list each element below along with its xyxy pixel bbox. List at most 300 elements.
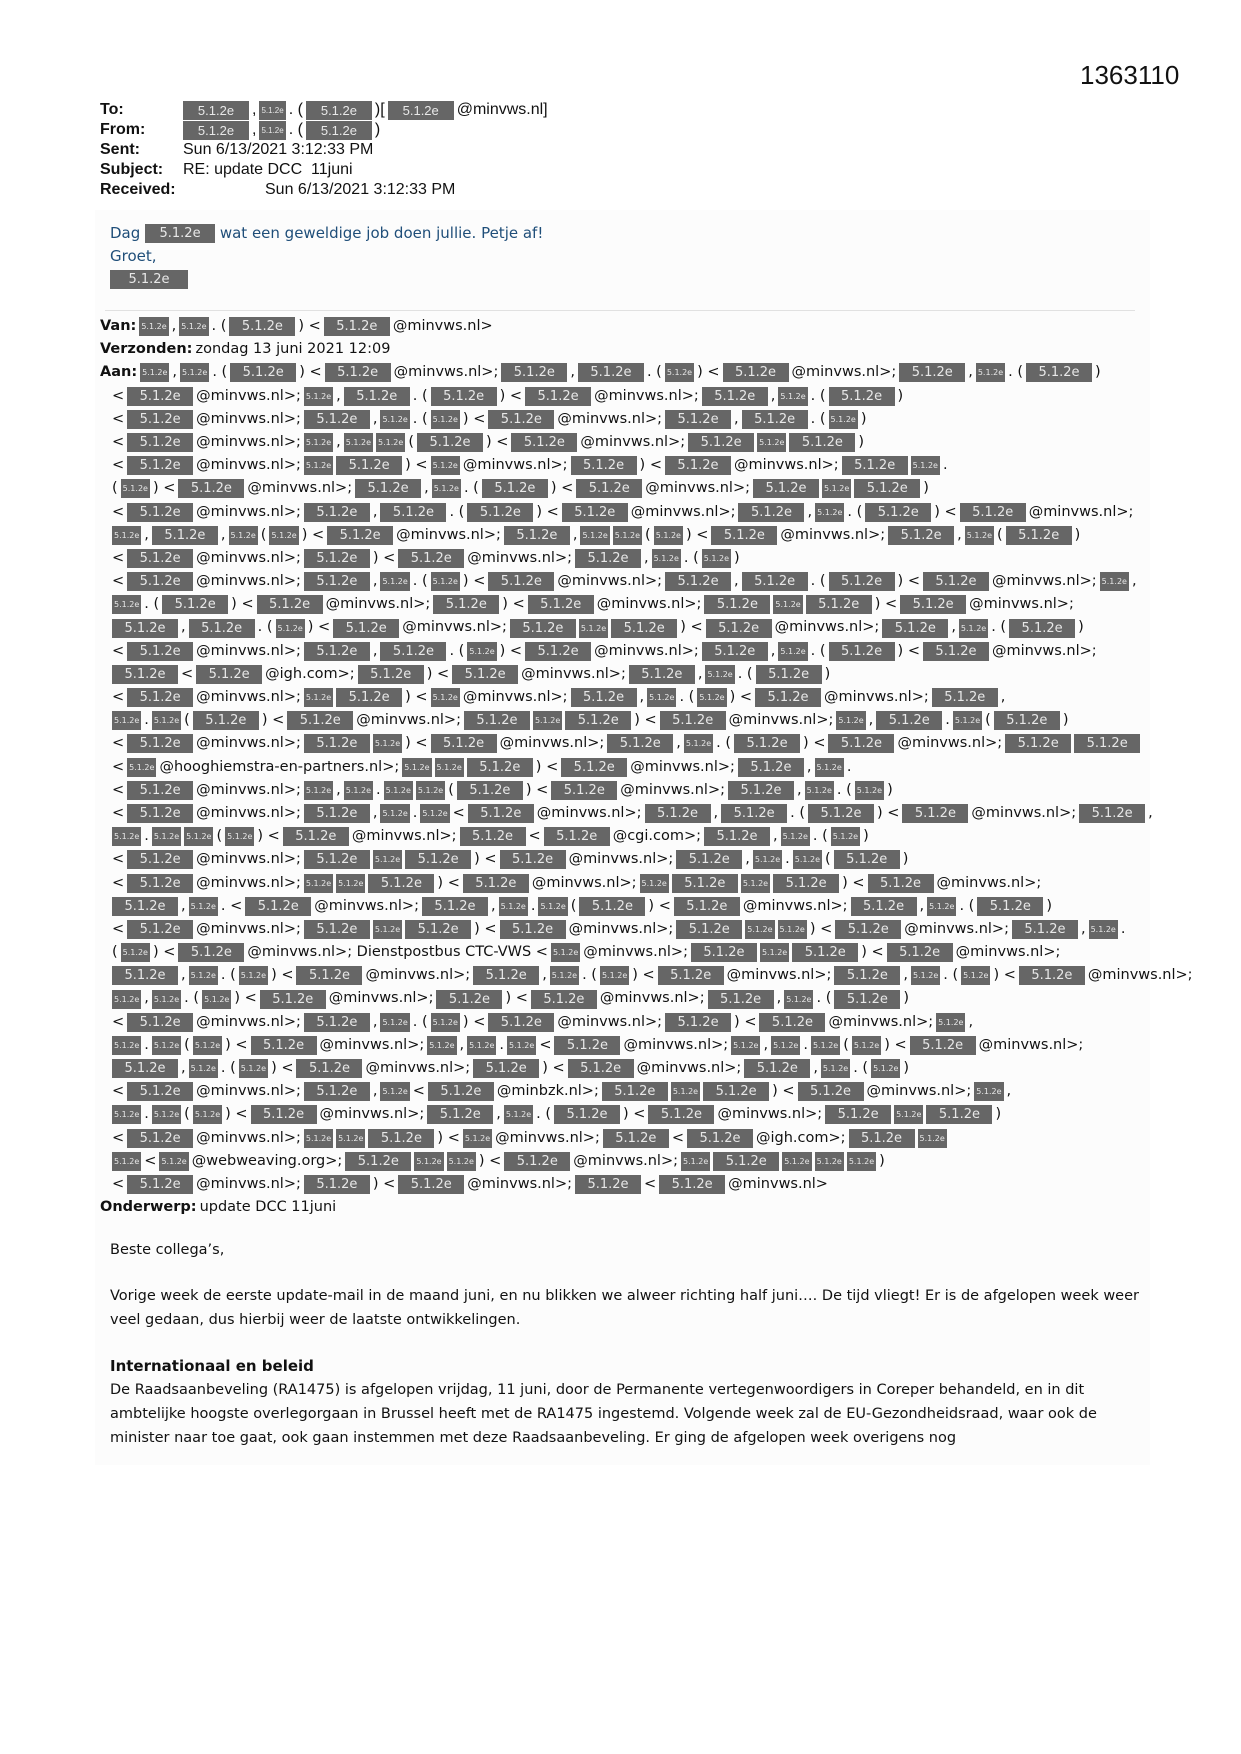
redaction-box: 5.1.2e	[304, 503, 370, 522]
redaction-box: 5.1.2e	[152, 711, 181, 730]
redaction-box: 5.1.2e	[112, 897, 178, 916]
redaction-box: 5.1.2e	[283, 827, 349, 846]
text-fragment: <	[528, 828, 541, 845]
recipient-line	[100, 593, 1150, 616]
redaction-box: 5.1.2e	[713, 1152, 779, 1171]
redaction-box: 5.1.2e	[723, 363, 789, 382]
recipient-line	[100, 616, 1150, 639]
subject-value: RE: update DCC 11juni	[183, 161, 353, 178]
redaction-box: 5.1.2e	[828, 734, 894, 753]
redaction-box: 5.1.2e	[887, 943, 953, 962]
text-fragment: (	[408, 433, 414, 450]
redaction-box: 5.1.2e	[600, 966, 629, 985]
redaction-box: 5.1.2e	[836, 711, 865, 730]
redaction-box: 5.1.2e	[811, 1036, 840, 1055]
redaction-box: 5.1.2e	[705, 665, 734, 684]
text-fragment: ,	[773, 828, 778, 845]
text-fragment: ) <	[734, 1013, 757, 1030]
redaction-box: 5.1.2e	[842, 456, 908, 475]
redaction-box: 5.1.2e	[127, 456, 193, 475]
sent-row	[100, 140, 548, 160]
recipient-line	[100, 524, 1150, 547]
text-fragment: ,	[734, 410, 739, 427]
text-fragment: ,	[372, 642, 378, 659]
text-fragment: . (	[991, 619, 1007, 636]
text-fragment: ) <	[372, 1175, 396, 1192]
text-fragment: . (	[184, 990, 200, 1007]
text-fragment: ) <	[884, 1036, 907, 1053]
text-fragment: @minvws.nl>;	[521, 665, 626, 682]
text-fragment: . (	[536, 1106, 552, 1123]
redaction-box: 5.1.2e	[336, 874, 365, 893]
text-fragment: <	[112, 549, 125, 566]
redaction-box: 5.1.2e	[721, 804, 787, 823]
text-fragment: (	[825, 851, 831, 868]
text-fragment: @minvws.nl>;	[196, 549, 301, 566]
text-fragment: )	[1078, 619, 1084, 636]
text-fragment: ,	[639, 689, 645, 705]
text-fragment: ,	[542, 967, 547, 984]
text-fragment: @minvws.nl>;	[717, 1106, 823, 1123]
text-fragment: ,	[372, 573, 378, 590]
redaction-box: 5.1.2e	[711, 526, 777, 545]
text-fragment: ,	[807, 503, 813, 520]
redaction-box: 5.1.2e	[112, 1036, 141, 1055]
text-fragment: @minvws.nl>;	[196, 387, 301, 404]
redaction-box: 5.1.2e	[847, 1152, 876, 1171]
text-fragment: @minvws.nl>;	[196, 503, 301, 520]
redaction-box: 5.1.2e	[900, 595, 966, 614]
redaction-box: 5.1.2e	[499, 897, 528, 916]
text-fragment: @minvws.nl>;	[557, 1013, 663, 1030]
redaction-box: 5.1.2e	[533, 711, 562, 730]
redaction-box: 5.1.2e	[336, 688, 402, 707]
text-fragment: ,	[676, 735, 681, 752]
text-fragment: @minvws.nl>;	[955, 944, 1061, 961]
redaction-box: 5.1.2e	[927, 897, 956, 916]
text-fragment: ,	[643, 549, 649, 566]
redaction-box: 5.1.2e	[433, 595, 499, 614]
text-fragment: <	[112, 1083, 125, 1100]
redaction-box: 5.1.2e	[259, 121, 285, 140]
text-fragment: ) <	[231, 596, 254, 613]
redaction-box: 5.1.2e	[994, 711, 1060, 730]
redaction-box: 5.1.2e	[1006, 526, 1072, 545]
text-fragment: ) <	[632, 967, 655, 984]
redaction-box: 5.1.2e	[607, 734, 673, 753]
redaction-box: 5.1.2e	[1026, 363, 1092, 382]
text-fragment: @igh.com>;	[755, 1129, 846, 1146]
recipient-line	[100, 1034, 1150, 1057]
text-fragment: )	[860, 410, 867, 427]
redaction-box: 5.1.2e	[380, 410, 409, 429]
redaction-box: 5.1.2e	[336, 456, 402, 475]
redaction-box: 5.1.2e	[184, 827, 213, 846]
redaction-box: 5.1.2e	[229, 526, 258, 545]
text-fragment: ,	[181, 897, 186, 914]
text-fragment: ) <	[426, 665, 450, 682]
redaction-box: 5.1.2e	[355, 479, 421, 498]
redaction-box: 5.1.2e	[457, 781, 523, 800]
section-internationaal	[110, 1354, 1140, 1450]
redaction-box: 5.1.2e	[127, 734, 193, 753]
redaction-box: 5.1.2e	[373, 920, 402, 939]
redaction-box: 5.1.2e	[629, 665, 695, 684]
text-fragment: @minvws.nl>;	[393, 364, 499, 381]
redaction-box: 5.1.2e	[652, 549, 681, 568]
redaction-box: 5.1.2e	[460, 827, 526, 846]
redaction-box: 5.1.2e	[380, 804, 409, 823]
text-fragment: ,	[252, 101, 257, 118]
text-fragment: ) <	[499, 387, 523, 404]
recipient-line	[100, 1150, 1150, 1173]
text-fragment: ,	[459, 1036, 465, 1053]
text-fragment: ) <	[234, 990, 257, 1007]
to-row	[100, 100, 548, 120]
redaction-box: 5.1.2e	[435, 758, 464, 777]
recipient-line	[100, 941, 1150, 964]
text-fragment: @minvws.nl>;	[319, 1036, 425, 1053]
redaction-box: 5.1.2e	[665, 572, 731, 591]
redaction-box: 5.1.2e	[855, 781, 884, 800]
text-fragment: @minvws.nl>;	[536, 804, 642, 821]
redaction-box: 5.1.2e	[127, 1129, 193, 1148]
redaction-box: 5.1.2e	[368, 874, 434, 893]
text-fragment: ,	[372, 410, 378, 427]
recipient-line	[100, 779, 1150, 802]
text-fragment: <	[112, 758, 125, 775]
text-fragment: <	[181, 665, 194, 682]
text-fragment: ,	[1148, 804, 1153, 821]
redaction-box: 5.1.2e	[734, 734, 800, 753]
text-fragment: ) <	[680, 619, 703, 636]
text-fragment: ) <	[934, 503, 957, 520]
redaction-box: 5.1.2e	[507, 1036, 536, 1055]
text-fragment: ) <	[372, 549, 396, 566]
redaction-box: 5.1.2e	[112, 966, 178, 985]
recipient-line	[100, 964, 1193, 987]
text-fragment: @minvws.nl>;	[196, 642, 301, 659]
text-fragment: )	[903, 1060, 910, 1076]
text-fragment: @minvws.nl>;	[196, 874, 301, 891]
redaction-box: 5.1.2e	[152, 827, 181, 846]
recipient-line	[100, 663, 1150, 686]
text-fragment: @minvws.nl>;	[728, 712, 834, 729]
text-fragment: ,	[490, 897, 496, 914]
recipient-line	[100, 1127, 1150, 1150]
redaction-box: 5.1.2e	[304, 1082, 370, 1101]
text-fragment: . (	[810, 410, 826, 427]
redaction-box: 5.1.2e	[1005, 734, 1071, 753]
redaction-box: 5.1.2e	[525, 387, 591, 406]
redaction-box: 5.1.2e	[127, 387, 193, 406]
text-fragment: (	[112, 480, 118, 497]
text-fragment: ) <	[550, 480, 574, 497]
redaction-box: 5.1.2e	[327, 526, 393, 545]
redaction-box: 5.1.2e	[926, 1105, 992, 1124]
text-fragment: ,	[806, 758, 812, 775]
message-divider	[105, 310, 1135, 311]
text-fragment: ) <	[261, 712, 285, 729]
text-fragment: .	[499, 1036, 505, 1053]
redaction-box: 5.1.2e	[257, 595, 323, 614]
redaction-box: 5.1.2e	[753, 479, 819, 498]
redaction-box: 5.1.2e	[1019, 966, 1085, 985]
redaction-box: 5.1.2e	[684, 734, 713, 753]
redaction-box: 5.1.2e	[488, 410, 554, 429]
redaction-box: 5.1.2e	[380, 503, 446, 522]
text-fragment: @minvws.nl>;	[726, 967, 832, 984]
redaction-box: 5.1.2e	[778, 642, 807, 661]
redaction-box: 5.1.2e	[554, 1036, 620, 1055]
aan-recipient-list	[100, 361, 1193, 1196]
redaction-box: 5.1.2e	[974, 1082, 1003, 1101]
redaction-box: 5.1.2e	[806, 595, 872, 614]
text-fragment: @minvws.nl>;	[196, 1175, 301, 1192]
redaction-box: 5.1.2e	[708, 990, 774, 1009]
recipient-line	[100, 431, 1150, 454]
redaction-box: 5.1.2e	[789, 433, 855, 452]
text-fragment: @igh.com>;	[265, 665, 355, 682]
redaction-box: 5.1.2e	[923, 572, 989, 591]
redaction-box: 5.1.2e	[304, 781, 333, 800]
sent-value: Sun 6/13/2021 3:12:33 PM	[183, 141, 374, 158]
redaction-box: 5.1.2e	[296, 1059, 362, 1078]
redaction-box: 5.1.2e	[834, 990, 900, 1009]
redaction-box: 5.1.2e	[306, 121, 372, 140]
text-fragment: . (	[412, 573, 428, 590]
redaction-box: 5.1.2e	[960, 503, 1026, 522]
text-fragment: . (	[288, 101, 303, 118]
redaction-box: 5.1.2e	[431, 734, 497, 753]
text-fragment: @minvws.nl]	[456, 101, 548, 118]
text-fragment: ) <	[897, 573, 920, 590]
redaction-box: 5.1.2e	[702, 549, 731, 568]
redaction-box: 5.1.2e	[706, 619, 772, 638]
text-fragment: @minvws.nl>;	[196, 920, 301, 937]
text-fragment: ) <	[502, 596, 525, 613]
intro-paragraph: Vorige week de eerste update-mail in de maand juni, en nu blikken we alweer richting half juni…. De tijd vliegt! Er is de afgelopen week weer veel gedaan, dus hierbij weer de laatste ontwikkelingen.	[110, 1288, 1139, 1328]
redaction-box: 5.1.2e	[239, 1059, 268, 1078]
text-fragment: @minvws.nl>;	[319, 1106, 425, 1123]
text-fragment: @minvws.nl>;	[594, 387, 699, 404]
redaction-box: 5.1.2e	[405, 920, 471, 939]
text-fragment: ) <	[505, 990, 528, 1007]
text-fragment: (	[216, 828, 223, 845]
text-fragment: . (	[220, 1060, 236, 1076]
redaction-box: 5.1.2e	[815, 503, 844, 522]
redaction-box: 5.1.2e	[504, 1105, 533, 1124]
text-fragment: ) <	[462, 410, 486, 427]
text-fragment: ,	[372, 1013, 378, 1030]
redaction-box: 5.1.2e	[304, 734, 370, 753]
text-fragment: ,	[697, 665, 703, 682]
text-fragment: )	[858, 433, 865, 450]
redaction-box: 5.1.2e	[432, 479, 461, 498]
redaction-box: 5.1.2e	[936, 1013, 965, 1032]
redaction-box: 5.1.2e	[702, 642, 768, 661]
redaction-box: 5.1.2e	[380, 572, 409, 591]
text-fragment: .	[942, 457, 948, 474]
redaction-box: 5.1.2e	[398, 1175, 464, 1194]
redaction-box: 5.1.2e	[691, 943, 757, 962]
redaction-box: 5.1.2e	[467, 758, 533, 777]
redaction-box: 5.1.2e	[562, 503, 628, 522]
text-fragment: @minvws.nl>;	[897, 735, 1003, 752]
text-fragment: .	[530, 897, 536, 914]
text-fragment: ,	[745, 851, 750, 868]
redaction-box: 5.1.2e	[681, 1152, 710, 1171]
recipient-line	[100, 1173, 1150, 1196]
redaction-box: 5.1.2e	[829, 387, 895, 406]
text-fragment: @minvws.nl>;	[499, 735, 605, 752]
redaction-box: 5.1.2e	[304, 572, 370, 591]
text-fragment: ) <	[257, 828, 280, 845]
text-fragment: @minvws.nl>;	[196, 851, 301, 868]
text-fragment: ) <	[639, 457, 662, 474]
text-fragment: @minvws.nl>;	[568, 920, 674, 937]
text-fragment: ,	[336, 433, 341, 450]
text-fragment: . (	[847, 503, 863, 520]
redaction-box: 5.1.2e	[380, 642, 446, 661]
text-fragment: ,	[797, 781, 802, 798]
text-fragment: @minvws.nl>;	[531, 874, 637, 891]
redaction-box: 5.1.2e	[500, 850, 566, 869]
redaction-box: 5.1.2e	[580, 526, 609, 545]
text-fragment: @minvws.nl>;	[645, 480, 750, 497]
recipient-line	[100, 1103, 1150, 1126]
redaction-box: 5.1.2e	[961, 966, 990, 985]
text-fragment: )	[374, 121, 381, 138]
text-fragment: .	[376, 781, 381, 798]
redaction-box: 5.1.2e	[565, 711, 631, 730]
redaction-box: 5.1.2e	[112, 595, 141, 614]
text-fragment: .	[144, 828, 149, 845]
redaction-box: 5.1.2e	[178, 943, 244, 962]
redaction-box: 5.1.2e	[467, 1036, 496, 1055]
text-fragment: ) <	[485, 433, 509, 450]
redaction-box: 5.1.2e	[139, 317, 168, 336]
text-fragment: ) <	[478, 1152, 502, 1169]
text-fragment: @minvws.nl>;	[196, 781, 301, 798]
text-fragment: @minbzk.nl>;	[496, 1083, 599, 1100]
redaction-box: 5.1.2e	[127, 781, 193, 800]
redaction-box: 5.1.2e	[127, 758, 156, 777]
text-fragment: @minvws.nl>;	[568, 851, 674, 868]
redaction-box: 5.1.2e	[152, 1105, 181, 1124]
redaction-box: 5.1.2e	[380, 1082, 409, 1101]
text-fragment: )	[1095, 364, 1101, 381]
redaction-box: 5.1.2e	[112, 711, 141, 730]
text-fragment: @minvws.nl>;	[636, 1060, 742, 1076]
text-fragment: ) <	[298, 318, 321, 334]
redaction-box: 5.1.2e	[416, 781, 445, 800]
redaction-box: 5.1.2e	[380, 1013, 409, 1032]
text-fragment: @minvws.nl>;	[991, 642, 1097, 659]
redaction-box: 5.1.2e	[127, 433, 193, 452]
text-fragment: ) <	[301, 526, 325, 543]
text-fragment: @minvws.nl>;	[328, 990, 434, 1007]
text-fragment: ,	[868, 712, 874, 729]
recipient-line	[100, 408, 1150, 431]
text-fragment: @minvws.nl>;	[866, 1083, 972, 1100]
redaction-box: 5.1.2e	[773, 595, 802, 614]
redaction-box: 5.1.2e	[738, 503, 804, 522]
redaction-box: 5.1.2e	[613, 526, 642, 545]
redaction-box: 5.1.2e	[894, 1105, 923, 1124]
text-fragment: <	[112, 1129, 125, 1146]
text-fragment: ,	[171, 318, 177, 334]
text-fragment: . (	[679, 689, 695, 705]
text-fragment: @minvws.nl>;	[402, 619, 507, 636]
redaction-box: 5.1.2e	[276, 619, 305, 638]
redaction-box: 5.1.2e	[793, 850, 822, 869]
redaction-box: 5.1.2e	[575, 549, 641, 568]
text-fragment: . (	[790, 804, 805, 821]
recipient-line	[100, 987, 1150, 1010]
redaction-box: 5.1.2e	[674, 897, 740, 916]
redaction-box: 5.1.2e	[782, 1152, 811, 1171]
redaction-box: 5.1.2e	[1089, 920, 1118, 939]
redaction-box: 5.1.2e	[640, 874, 669, 893]
text-fragment: (	[985, 712, 991, 729]
text-fragment: @minvws.nl>;	[351, 828, 457, 845]
redaction-box: 5.1.2e	[511, 433, 577, 452]
text-fragment: ) <	[474, 851, 497, 868]
text-fragment: ,	[1000, 689, 1006, 705]
redaction-box: 5.1.2e	[834, 966, 900, 985]
redaction-box: 5.1.2e	[757, 433, 786, 452]
redaction-box: 5.1.2e	[778, 920, 807, 939]
redaction-box: 5.1.2e	[825, 1105, 891, 1124]
text-fragment: <	[112, 851, 125, 868]
text-fragment: (	[184, 1106, 190, 1123]
redaction-box: 5.1.2e	[373, 850, 402, 869]
redaction-box: 5.1.2e	[127, 549, 193, 568]
text-fragment: @minvws.nl>;	[599, 990, 705, 1007]
text-fragment: . (	[288, 121, 303, 138]
text-fragment: . (	[144, 596, 160, 613]
text-fragment: ,	[968, 364, 973, 381]
redaction-box: 5.1.2e	[781, 827, 810, 846]
redaction-box: 5.1.2e	[422, 897, 488, 916]
redaction-box: 5.1.2e	[575, 1175, 641, 1194]
text-fragment: )	[887, 781, 893, 798]
text-fragment: . (	[810, 642, 826, 659]
redaction-box: 5.1.2e	[127, 804, 193, 823]
text-fragment: )	[902, 851, 909, 868]
text-fragment: <	[643, 1175, 657, 1192]
redaction-box: 5.1.2e	[112, 665, 178, 684]
redaction-box: 5.1.2e	[554, 1105, 620, 1124]
redaction-box: 5.1.2e	[230, 363, 296, 382]
redaction-box: 5.1.2e	[697, 688, 726, 707]
text-fragment: . (	[582, 967, 597, 984]
received-label: Received:	[100, 181, 176, 198]
text-fragment: @minvws.nl>;	[247, 480, 353, 497]
redaction-box: 5.1.2e	[660, 711, 726, 730]
text-fragment: ,	[776, 990, 782, 1007]
redaction-box: 5.1.2e	[1100, 572, 1129, 591]
redaction-box: 5.1.2e	[468, 804, 534, 823]
text-fragment: <	[539, 1036, 552, 1053]
text-fragment: ) <	[729, 689, 753, 705]
to-label: To:	[100, 101, 124, 118]
redaction-box: 5.1.2e	[603, 1129, 669, 1148]
text-fragment: .	[144, 1036, 149, 1053]
redaction-box: 5.1.2e	[579, 619, 608, 638]
text-fragment: @hooghiemstra-en-partners.nl>;	[159, 758, 400, 775]
